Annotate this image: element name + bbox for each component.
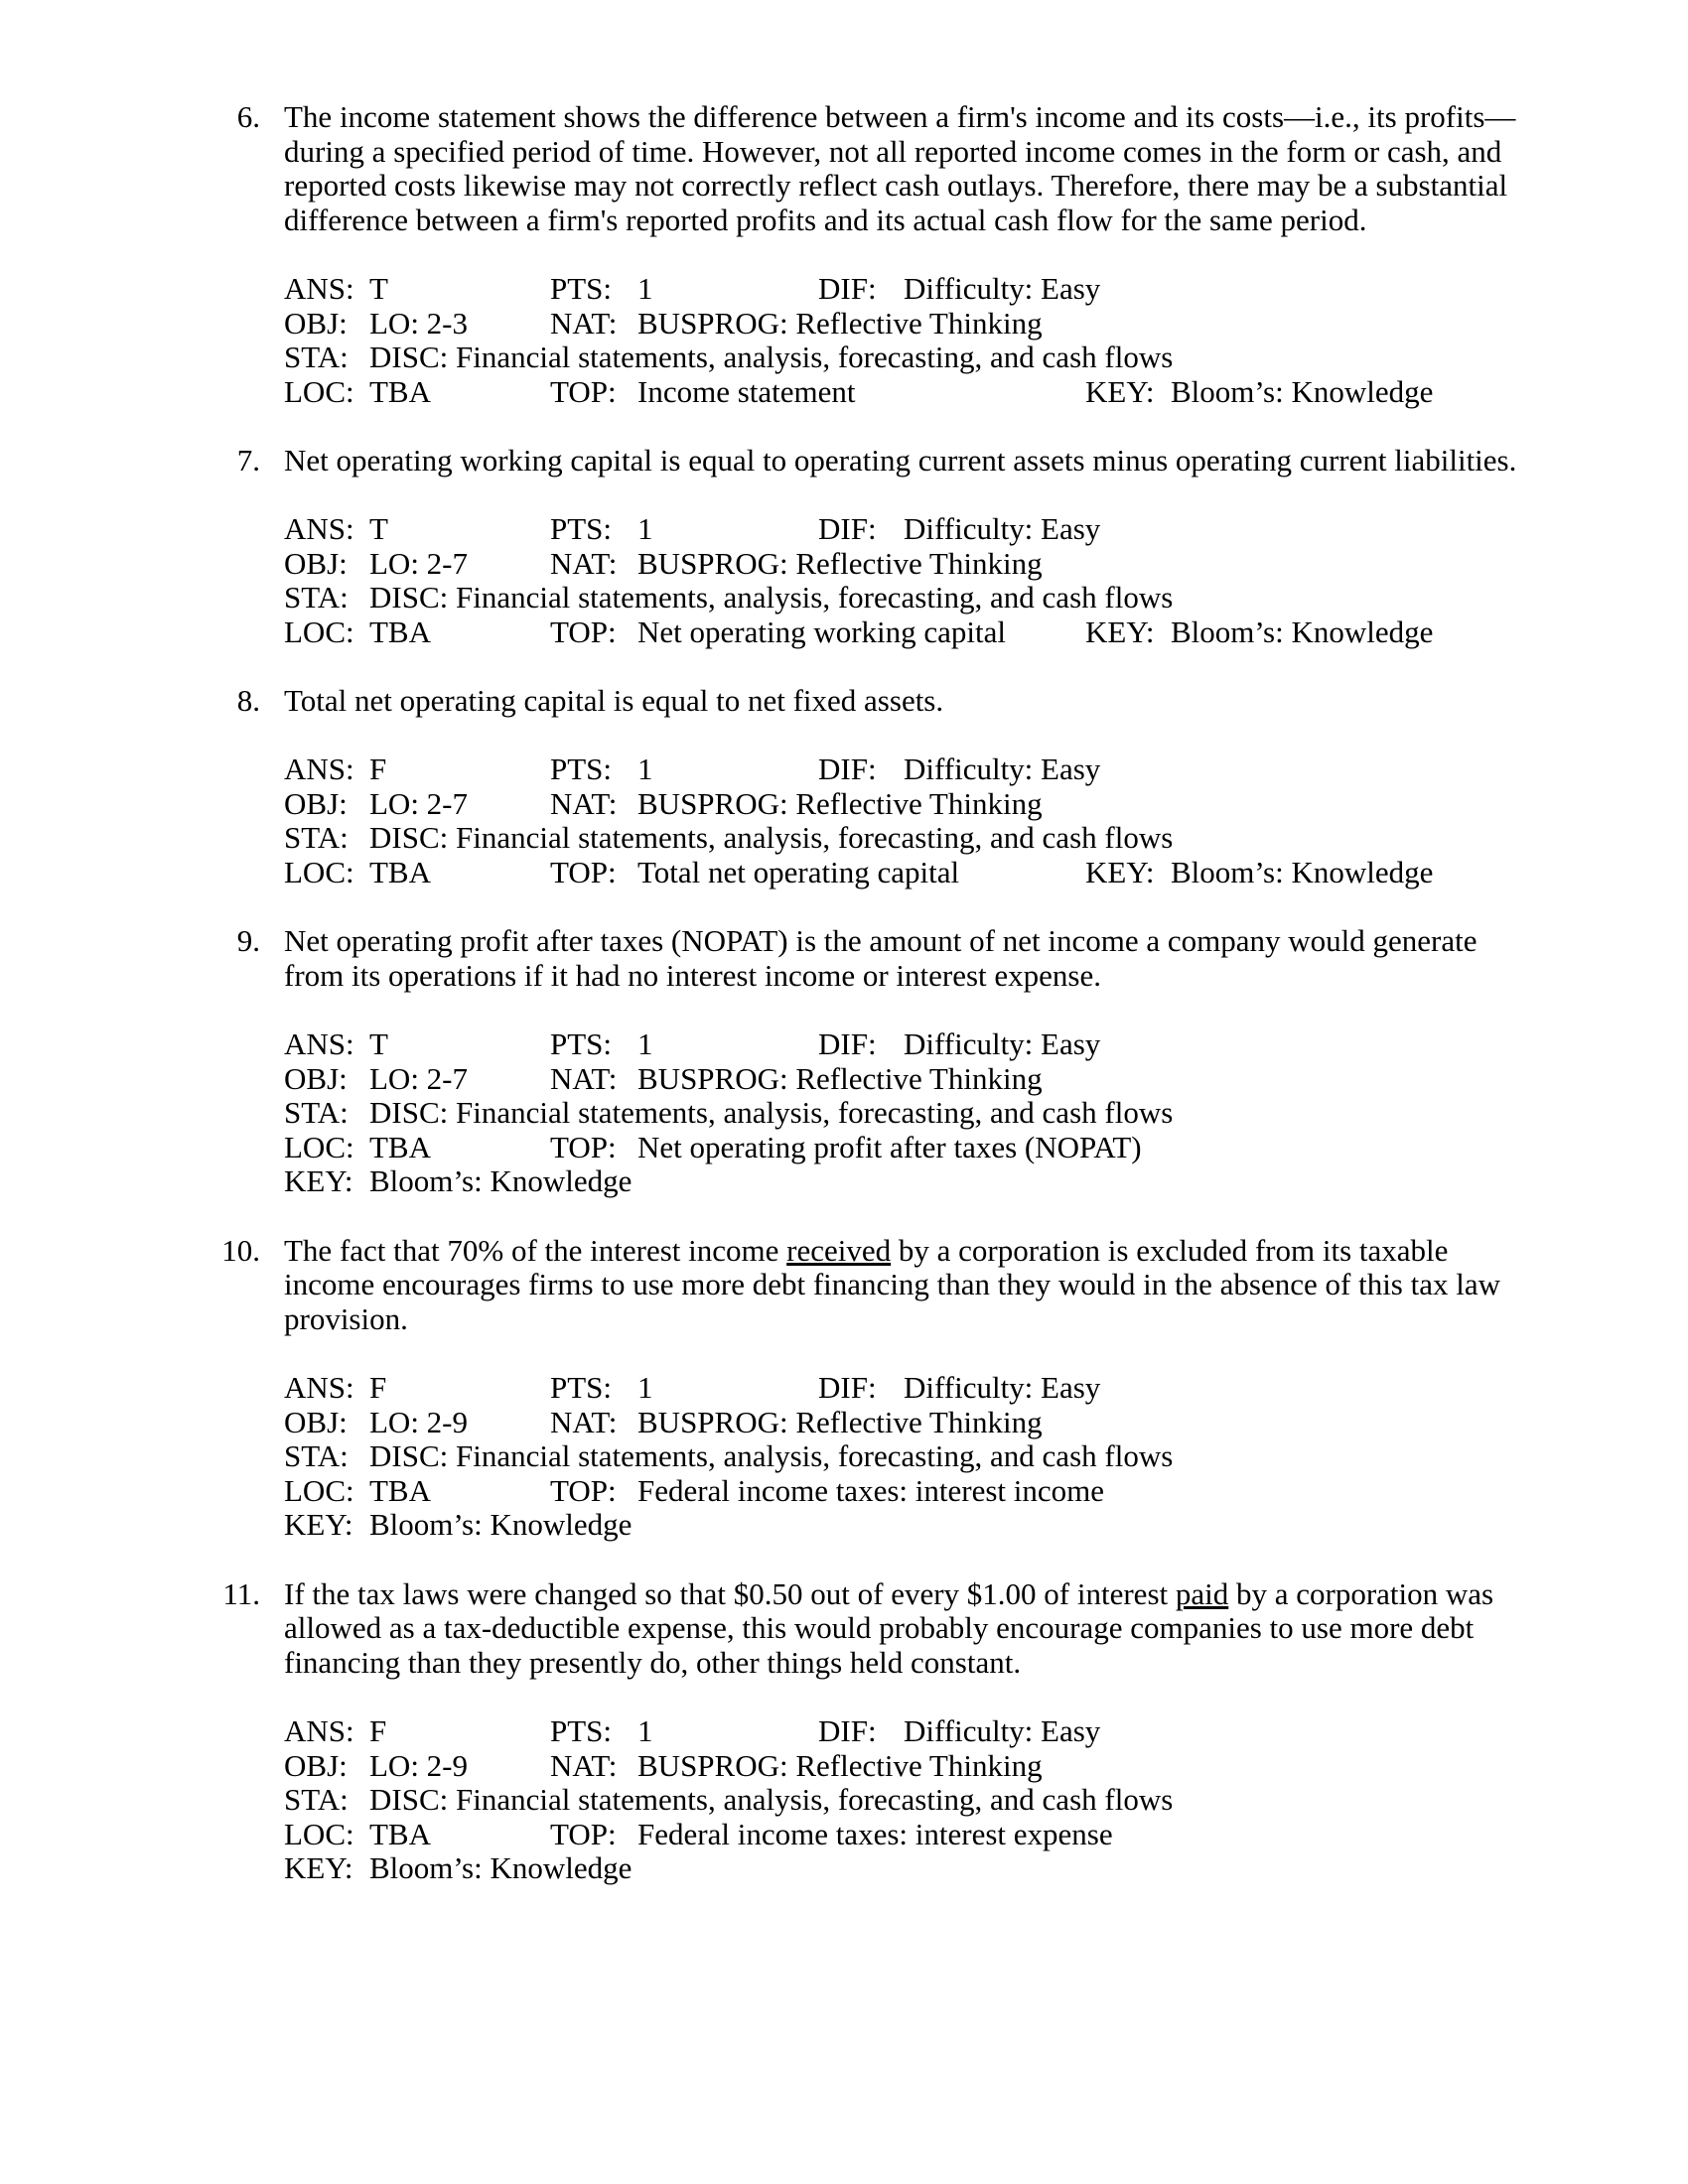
loc-value: TBA — [369, 1816, 431, 1851]
obj-label: OBJ: — [284, 305, 348, 341]
meta-row-loc — [284, 1131, 1688, 1165]
obj-value: LO: 2-7 — [369, 1060, 469, 1096]
dif-label: DIF: — [818, 1026, 877, 1062]
dif-label: DIF: — [818, 751, 877, 787]
obj-value: LO: 2-9 — [369, 1747, 469, 1783]
meta-row-loc — [284, 1818, 1688, 1852]
ans-label: ANS: — [284, 1712, 354, 1748]
question-number: 8. — [236, 683, 260, 719]
sta-label: STA: — [284, 580, 349, 615]
top-label: TOP: — [550, 1472, 617, 1508]
loc-label: LOC: — [284, 855, 354, 890]
pts-label: PTS: — [550, 751, 613, 787]
question-metadata — [284, 1027, 1688, 1199]
dif-value: Difficulty: Easy — [904, 270, 1101, 306]
nat-value: BUSPROG: Reflective Thinking — [637, 785, 1043, 821]
obj-label: OBJ: — [284, 785, 348, 821]
dif-value: Difficulty: Easy — [904, 1026, 1101, 1062]
dif-value: Difficulty: Easy — [904, 511, 1101, 547]
nat-value: BUSPROG: Reflective Thinking — [637, 1747, 1043, 1783]
sta-label: STA: — [284, 1438, 349, 1474]
meta-row-loc — [284, 615, 1688, 650]
question-text — [284, 1234, 1530, 1337]
top-label: TOP: — [550, 1816, 617, 1851]
nat-label: NAT: — [550, 785, 618, 821]
ans-label: ANS: — [284, 511, 354, 547]
obj-value: LO: 2-9 — [369, 1404, 469, 1439]
question-text — [284, 684, 1530, 719]
pts-value: 1 — [637, 1026, 653, 1062]
dif-label: DIF: — [818, 1369, 877, 1405]
meta-row-obj — [284, 1062, 1688, 1097]
question-metadata — [284, 752, 1688, 889]
nat-value: BUSPROG: Reflective Thinking — [637, 1404, 1043, 1439]
key-label: KEY: — [1085, 373, 1155, 409]
meta-row-ans — [284, 1371, 1688, 1406]
sta-label: STA: — [284, 340, 349, 375]
top-label: TOP: — [550, 614, 617, 649]
meta-row-obj — [284, 547, 1688, 582]
ans-value: F — [369, 1369, 387, 1405]
obj-label: OBJ: — [284, 1747, 348, 1783]
question-list — [0, 100, 1688, 1920]
obj-value: LO: 2-7 — [369, 785, 469, 821]
nat-label: NAT: — [550, 1404, 618, 1439]
pts-value: 1 — [637, 511, 653, 547]
obj-label: OBJ: — [284, 1404, 348, 1439]
top-label: TOP: — [550, 373, 617, 409]
loc-value: TBA — [369, 1472, 431, 1508]
question-text — [284, 100, 1530, 237]
dif-value: Difficulty: Easy — [904, 1712, 1101, 1748]
key-label: KEY: — [284, 1163, 353, 1199]
question-text-part: Total net operating capital is equal to net fixed assets. — [284, 683, 944, 719]
meta-row-key — [284, 1508, 1688, 1543]
meta-row-loc — [284, 856, 1688, 890]
meta-row-loc — [284, 1474, 1688, 1509]
meta-row-key — [284, 1851, 1688, 1886]
loc-value: TBA — [369, 1129, 431, 1164]
loc-value: TBA — [369, 373, 431, 409]
obj-value: LO: 2-7 — [369, 545, 469, 581]
sta-label: STA: — [284, 1095, 349, 1131]
question-underlined-word: paid — [1175, 1575, 1229, 1611]
question-text-part: Net operating working capital is equal to operating current assets minus operating current liabilities. — [284, 442, 1517, 478]
obj-label: OBJ: — [284, 545, 348, 581]
top-value: Total net operating capital — [637, 855, 960, 890]
sta-value: DISC: Financial statements, analysis, forecasting, and cash flows — [369, 580, 1174, 615]
nat-value: BUSPROG: Reflective Thinking — [637, 305, 1043, 341]
question-number: 10. — [221, 1232, 260, 1268]
nat-label: NAT: — [550, 1060, 618, 1096]
dif-value: Difficulty: Easy — [904, 751, 1101, 787]
question-metadata — [284, 512, 1688, 649]
sta-value: DISC: Financial statements, analysis, forecasting, and cash flows — [369, 820, 1174, 856]
ans-value: T — [369, 1026, 388, 1062]
question-text-part: The income statement shows the difference between a firm's income and its costs—i.e., its profits—during a specified period of time. However, not all reported income comes in the form or cash, and reported costs likewise may not correctly reflect cash outlays. Therefore, there may be a substantial difference between a firm's reported profits and its actual cash flow for the same period. — [284, 99, 1516, 237]
question-item — [0, 444, 1688, 650]
question-item — [0, 684, 1688, 890]
key-value: Bloom’s: Knowledge — [369, 1163, 633, 1199]
loc-label: LOC: — [284, 1816, 354, 1851]
nat-value: BUSPROG: Reflective Thinking — [637, 1060, 1043, 1096]
dif-value: Difficulty: Easy — [904, 1369, 1101, 1405]
pts-label: PTS: — [550, 511, 613, 547]
meta-row-ans — [284, 512, 1688, 547]
loc-label: LOC: — [284, 1129, 354, 1164]
question-item — [0, 1234, 1688, 1543]
key-value: Bloom’s: Knowledge — [369, 1850, 633, 1886]
pts-value: 1 — [637, 1369, 653, 1405]
question-item — [0, 924, 1688, 1199]
key-label: KEY: — [284, 1507, 353, 1543]
question-text — [284, 444, 1530, 478]
pts-label: PTS: — [550, 270, 613, 306]
question-number: 11. — [222, 1575, 260, 1611]
obj-value: LO: 2-3 — [369, 305, 469, 341]
pts-label: PTS: — [550, 1712, 613, 1748]
loc-value: TBA — [369, 614, 431, 649]
sta-label: STA: — [284, 820, 349, 856]
nat-label: NAT: — [550, 545, 618, 581]
meta-row-ans — [284, 1027, 1688, 1062]
question-text-part: by a corporation was allowed as a tax-deductible expense, this would probably encourage companies to use more debt financing than they presently do, other things held constant. — [284, 1575, 1494, 1680]
top-value: Federal income taxes: interest expense — [637, 1816, 1113, 1851]
nat-label: NAT: — [550, 1747, 618, 1783]
question-metadata — [284, 1371, 1688, 1543]
meta-row-obj — [284, 787, 1688, 822]
nat-label: NAT: — [550, 305, 618, 341]
top-value: Net operating working capital — [637, 614, 1007, 649]
pts-value: 1 — [637, 1712, 653, 1748]
dif-label: DIF: — [818, 511, 877, 547]
key-label: KEY: — [284, 1850, 353, 1886]
meta-row-sta — [284, 1783, 1688, 1818]
question-number: 9. — [236, 923, 260, 959]
question-text-part: by a corporation is excluded from its taxable income encourages firms to use more debt financing than they would in the absence of this tax law provision. — [284, 1232, 1500, 1336]
sta-value: DISC: Financial statements, analysis, forecasting, and cash flows — [369, 1438, 1174, 1474]
ans-label: ANS: — [284, 1369, 354, 1405]
meta-row-loc — [284, 375, 1688, 410]
meta-row-sta — [284, 821, 1688, 856]
ans-value: T — [369, 270, 388, 306]
nat-value: BUSPROG: Reflective Thinking — [637, 545, 1043, 581]
key-label: KEY: — [1085, 855, 1155, 890]
obj-label: OBJ: — [284, 1060, 348, 1096]
loc-label: LOC: — [284, 373, 354, 409]
loc-value: TBA — [369, 855, 431, 890]
key-value: Bloom’s: Knowledge — [369, 1507, 633, 1543]
top-label: TOP: — [550, 855, 617, 890]
sta-label: STA: — [284, 1782, 349, 1818]
sta-value: DISC: Financial statements, analysis, forecasting, and cash flows — [369, 1782, 1174, 1818]
loc-label: LOC: — [284, 614, 354, 649]
question-item — [0, 100, 1688, 409]
question-text — [284, 924, 1530, 993]
question-number: 6. — [236, 99, 260, 134]
ans-value: F — [369, 1712, 387, 1748]
loc-label: LOC: — [284, 1472, 354, 1508]
top-label: TOP: — [550, 1129, 617, 1164]
meta-row-sta — [284, 581, 1688, 615]
pts-label: PTS: — [550, 1026, 613, 1062]
sta-value: DISC: Financial statements, analysis, forecasting, and cash flows — [369, 340, 1174, 375]
question-item — [0, 1577, 1688, 1886]
question-number: 7. — [236, 442, 260, 478]
key-value: Bloom’s: Knowledge — [1171, 855, 1434, 890]
question-text-part: Net operating profit after taxes (NOPAT) is the amount of net income a company would generate from its operations if it had no interest income or interest expense. — [284, 923, 1477, 993]
top-value: Income statement — [637, 373, 856, 409]
top-value: Federal income taxes: interest income — [637, 1472, 1104, 1508]
meta-row-sta — [284, 341, 1688, 375]
top-value: Net operating profit after taxes (NOPAT) — [637, 1129, 1142, 1164]
meta-row-ans — [284, 1714, 1688, 1749]
question-text — [284, 1577, 1530, 1681]
ans-label: ANS: — [284, 1026, 354, 1062]
meta-row-obj — [284, 307, 1688, 341]
dif-label: DIF: — [818, 1712, 877, 1748]
question-text-part: The fact that 70% of the interest income — [284, 1232, 787, 1268]
question-underlined-word: received — [786, 1232, 892, 1268]
question-text-part: If the tax laws were changed so that $0.50 out of every $1.00 of interest — [284, 1575, 1176, 1611]
meta-row-sta — [284, 1096, 1688, 1131]
question-metadata — [284, 272, 1688, 409]
key-label: KEY: — [1085, 614, 1155, 649]
pts-value: 1 — [637, 270, 653, 306]
dif-label: DIF: — [818, 270, 877, 306]
question-metadata — [284, 1714, 1688, 1886]
meta-row-obj — [284, 1406, 1688, 1440]
ans-value: T — [369, 511, 388, 547]
meta-row-obj — [284, 1749, 1688, 1784]
sta-value: DISC: Financial statements, analysis, forecasting, and cash flows — [369, 1095, 1174, 1131]
ans-label: ANS: — [284, 751, 354, 787]
pts-label: PTS: — [550, 1369, 613, 1405]
key-value: Bloom’s: Knowledge — [1171, 373, 1434, 409]
meta-row-key — [284, 1164, 1688, 1199]
ans-label: ANS: — [284, 270, 354, 306]
pts-value: 1 — [637, 751, 653, 787]
ans-value: F — [369, 751, 387, 787]
key-value: Bloom’s: Knowledge — [1171, 614, 1434, 649]
meta-row-ans — [284, 272, 1688, 307]
meta-row-sta — [284, 1439, 1688, 1474]
meta-row-ans — [284, 752, 1688, 787]
